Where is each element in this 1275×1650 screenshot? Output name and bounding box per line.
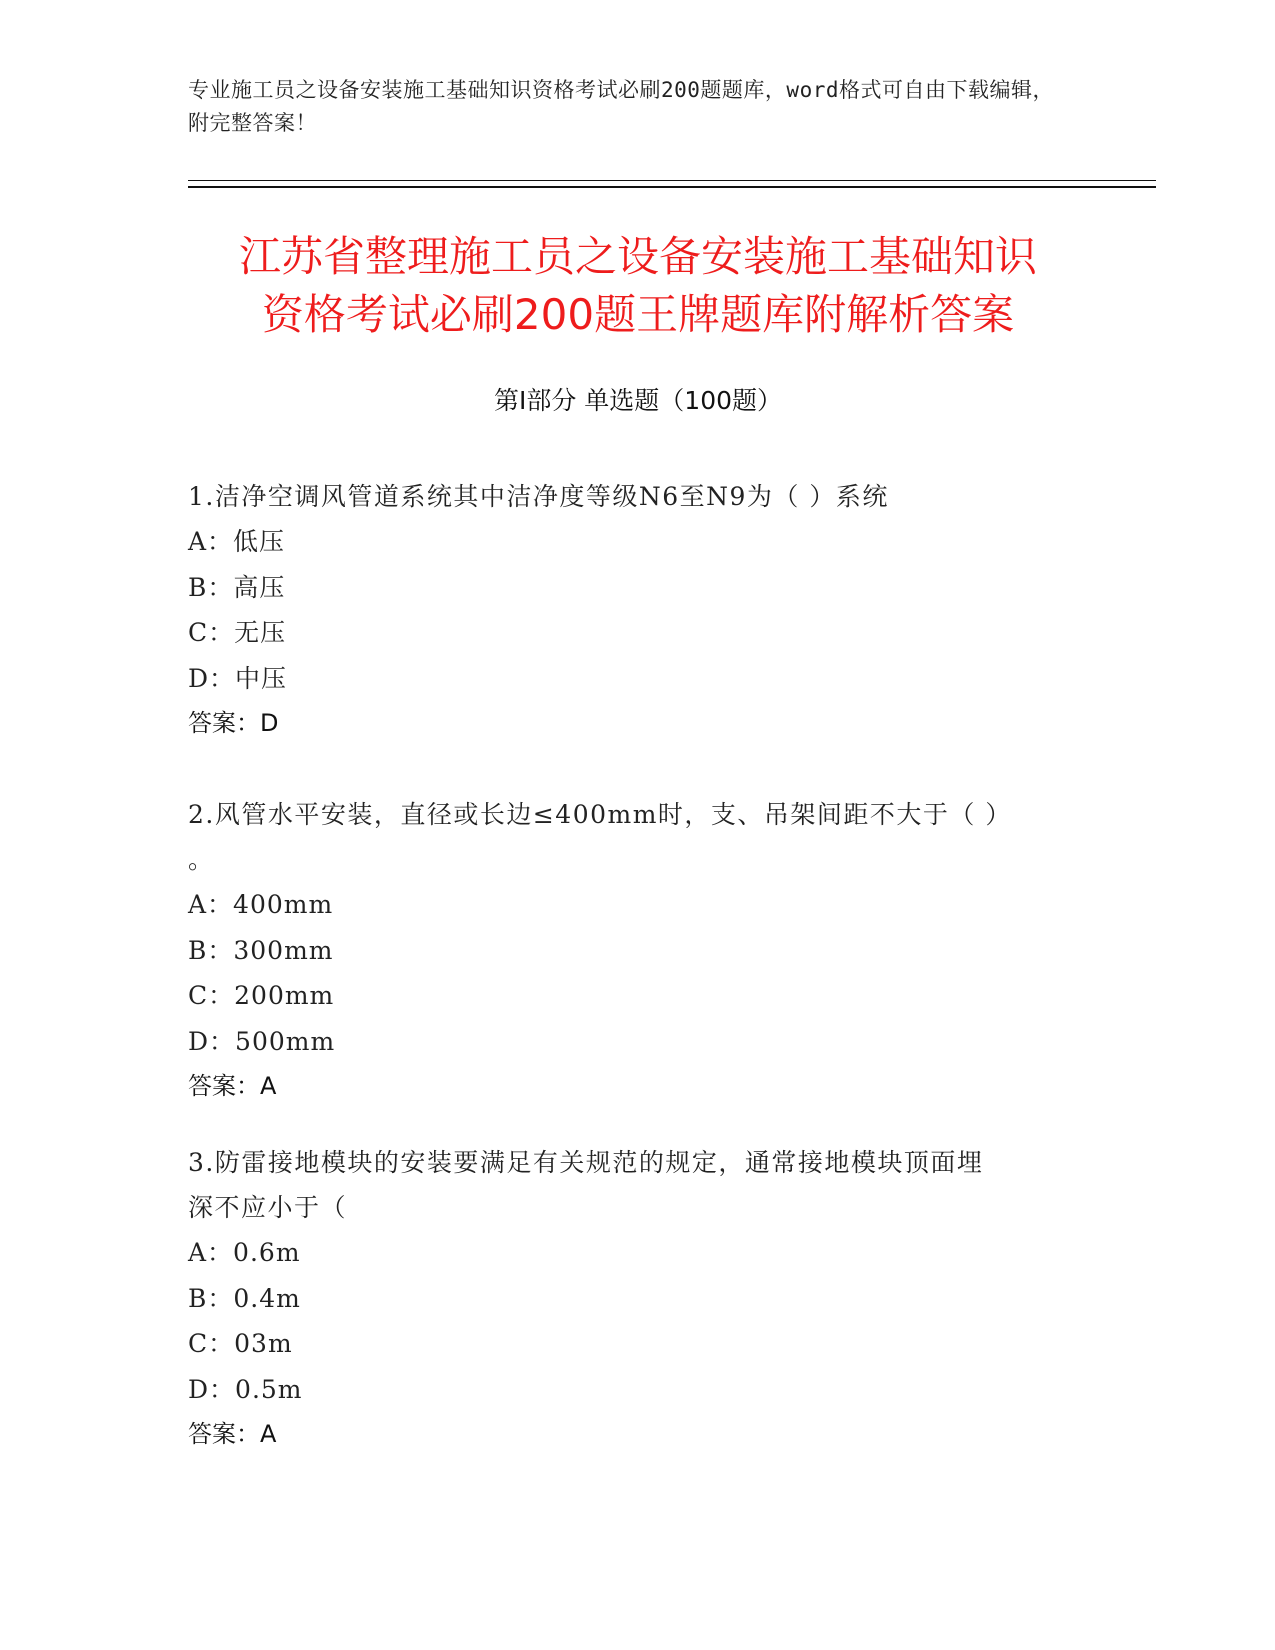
option-a: A：0.6m [188,1238,301,1267]
option-c: C：无压 [188,618,287,647]
header-divider-thick [188,186,1156,188]
header-note: 专业施工员之设备安装施工基础知识资格考试必刷200题题库，word格式可自由下载编辑，附完整答案！ [188,78,1054,135]
option-a: A：400mm [188,890,334,919]
option-d: D：0.5m [188,1374,303,1404]
document-title-line-1: 江苏省整理施工员之设备安装施工基础知识 [238,232,1037,281]
document-title [188,228,1088,344]
section-title: 第Ⅰ部分 单选题（100题） [493,386,783,415]
answer-line: 答案：A [188,1072,277,1100]
question-block [188,792,1068,1109]
option-c: C：200mm [188,981,335,1010]
question-block [188,474,1068,746]
option-d: D：500mm [188,1026,336,1056]
document-title-line-2: 资格考试必刷200题王牌题库附解析答案 [261,290,1015,339]
question-stem-continued: 。 [188,845,215,874]
header-divider-thin [188,180,1156,181]
answer-line: 答案：A [188,1420,277,1448]
question-stem: 1.洁净空调风管道系统其中洁净度等级N6至N9为（ ）系统 [188,482,889,511]
option-b: B：300mm [188,935,334,965]
option-b: B：0.4m [188,1283,301,1313]
question-stem-continued: 深不应小于（ [188,1193,348,1222]
question-block [188,1140,1068,1457]
option-c: C：03m [188,1329,293,1358]
question-stem: 2.风管水平安装，直径或长边≤400mm时，支、吊架间距不大于（ ） [188,800,1012,829]
option-b: B：高压 [188,572,286,602]
answer-line: 答案：D [188,709,279,737]
option-d: D：中压 [188,663,288,693]
option-a: A：低压 [188,527,286,556]
question-stem: 3.防雷接地模块的安装要满足有关规范的规定，通常接地模块顶面埋 [188,1148,984,1177]
